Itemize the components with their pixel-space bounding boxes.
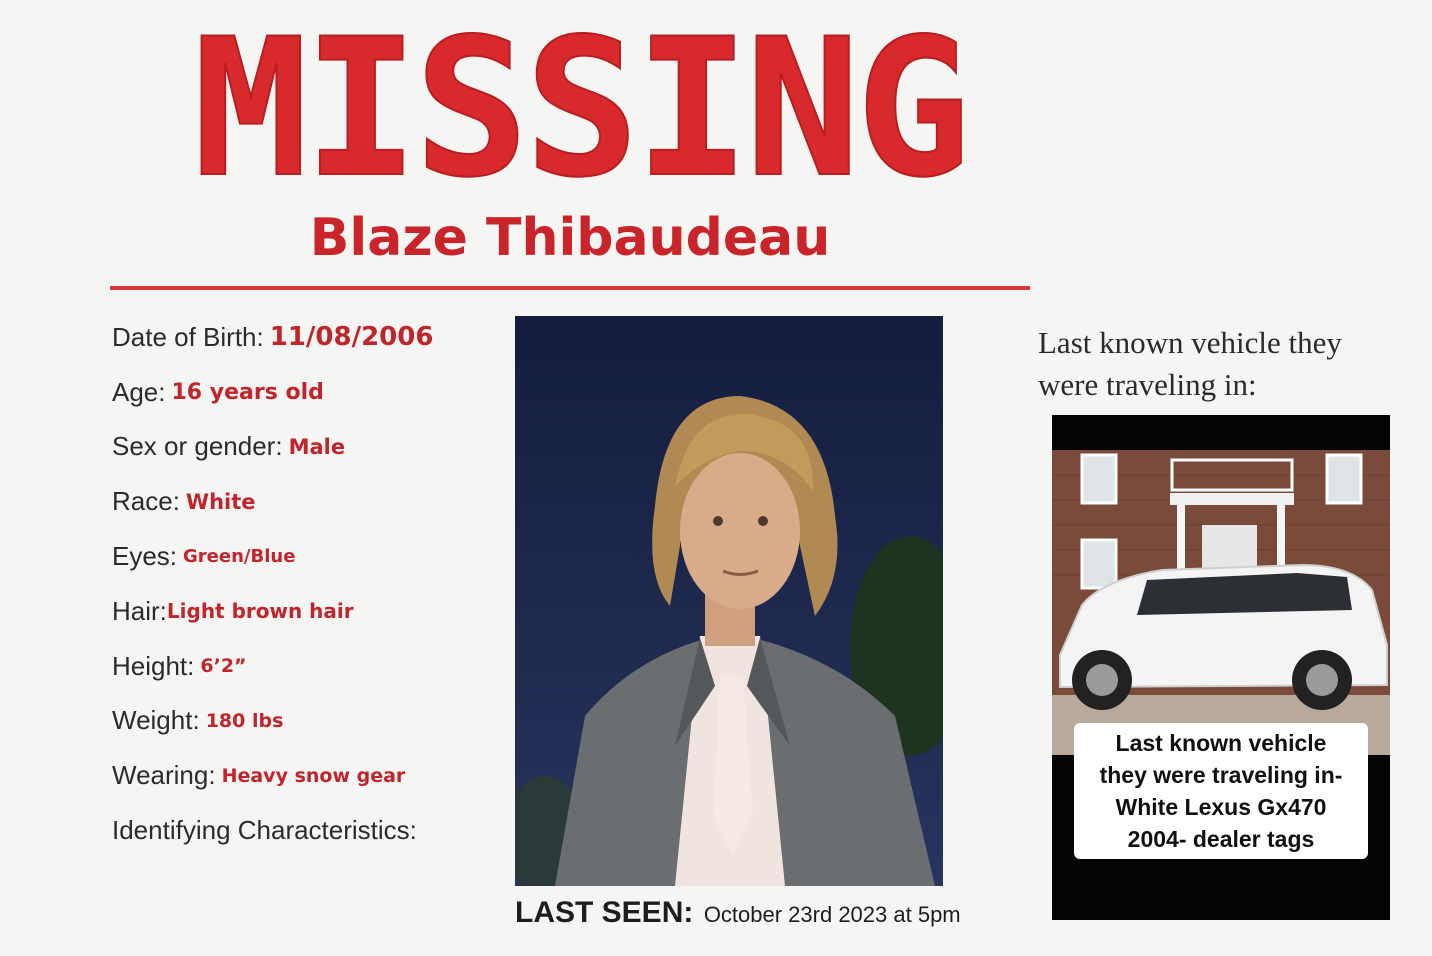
- detail-label: Date of Birth:: [112, 321, 264, 352]
- detail-value: Male: [288, 434, 346, 459]
- detail-label: Hair:: [112, 595, 167, 626]
- detail-label: Age:: [112, 376, 166, 407]
- vehicle-caption-line: Last known vehicle they: [1038, 325, 1342, 360]
- detail-label: Race:: [112, 486, 180, 517]
- vehicle-description-line: Last known vehicle: [1115, 730, 1327, 756]
- detail-value: 11/08/2006: [269, 322, 434, 353]
- detail-row-identifying: [112, 803, 502, 858]
- vehicle-description-line: 2004- dealer tags: [1127, 826, 1315, 852]
- detail-label: Identifying Characteristics:: [112, 815, 417, 846]
- detail-row-eyes: [112, 529, 502, 584]
- vehicle-photo: [1052, 415, 1390, 920]
- vehicle-caption-line: were traveling in:: [1038, 367, 1257, 402]
- detail-row-race: [112, 474, 502, 529]
- detail-value: White: [185, 489, 256, 514]
- detail-value: Green/Blue: [183, 546, 296, 568]
- detail-value: Light brown hair: [166, 599, 354, 624]
- last-seen: [515, 896, 1035, 930]
- poster-title: MISSING: [193, 0, 967, 219]
- title-divider: [110, 286, 1030, 290]
- detail-row-weight: [112, 694, 502, 749]
- detail-row-sex: [112, 420, 502, 475]
- detail-label: Wearing:: [112, 760, 216, 791]
- detail-label: Sex or gender:: [112, 431, 283, 462]
- detail-row-height: [112, 639, 502, 694]
- vehicle-description-line: White Lexus Gx470: [1115, 794, 1327, 820]
- detail-value: 180 lbs: [205, 709, 284, 732]
- detail-label: Eyes:: [112, 541, 178, 572]
- detail-value: Heavy snow gear: [221, 764, 406, 787]
- last-seen-value: October 23rd 2023 at 5pm: [703, 902, 961, 927]
- details-list: [112, 310, 502, 858]
- detail-value: 16 years old: [171, 379, 324, 405]
- vehicle-description: [1074, 723, 1368, 859]
- vehicle-caption: [1038, 322, 1418, 406]
- person-photo: [515, 316, 943, 886]
- vehicle-description-line: they were traveling in-: [1099, 762, 1343, 788]
- detail-label: Weight:: [112, 705, 200, 736]
- portrait-illustration: [515, 316, 943, 886]
- detail-row-hair: [112, 584, 502, 639]
- last-seen-label: LAST SEEN:: [515, 896, 694, 929]
- detail-row-dob: [112, 310, 502, 365]
- person-name: Blaze Thibaudeau: [309, 208, 831, 268]
- detail-row-age: [112, 365, 502, 420]
- detail-value: 6’2”: [200, 655, 247, 678]
- detail-label: Height:: [112, 650, 195, 681]
- detail-row-wearing: [112, 748, 502, 803]
